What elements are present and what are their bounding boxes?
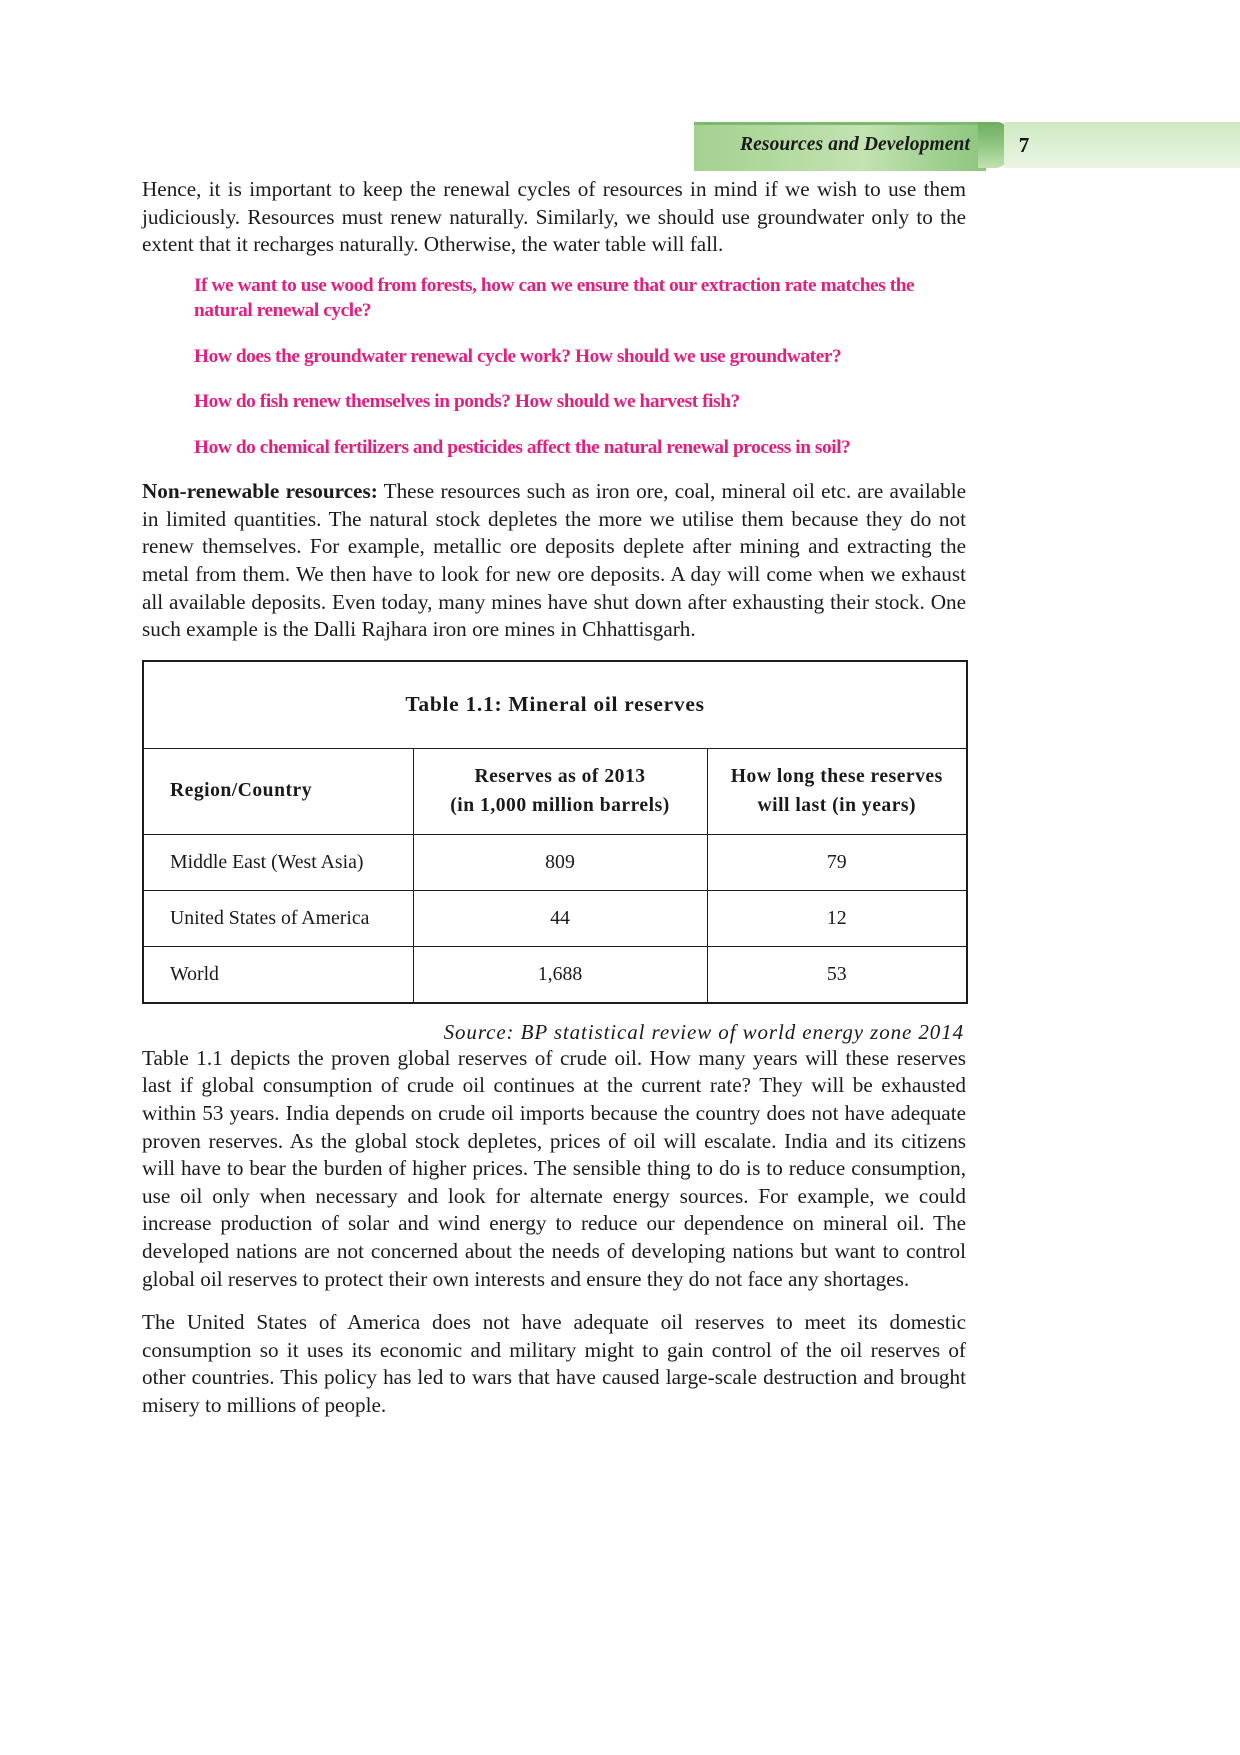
cell-years: 12 [707,890,967,946]
table-header-row [143,748,967,834]
running-header [694,122,1240,168]
mineral-oil-reserves-table [142,660,968,1004]
non-renewable-text: These resources such as iron ore, coal, mineral oil etc. are available in limited quantities. The natural stock depletes the more we utilise them because they do not renew themselves. For example, metallic ore deposits deplete after mining and extracting the metal from them. We then have to look for new ore deposits. A day will come when we exhaust all available deposits. Even today, many mines have shut down after exhausting their stock. One such example is the Dalli Rajhara iron ore mines in Chhattisgarh. [142,479,966,642]
non-renewable-paragraph [142,478,966,644]
intro-paragraph: Hence, it is important to keep the renewal cycles of resources in mind if we wish to use them judiciously. Resources must renew naturally. Similarly, we should use groundwater only to the extent that it recharges naturally. Otherwise, the water table will fall. [142,177,966,257]
column-header-duration [707,748,967,834]
page-content [142,176,966,1436]
mineral-oil-table-wrapper [142,660,966,1045]
question-item: How does the groundwater renewal cycle work? How should we use groundwater? [194,345,842,367]
cell-reserves: 1,688 [413,946,707,1003]
column-header-reserves-line2: (in 1,000 million barrels) [450,794,670,816]
table-row [143,834,967,890]
question-item: How do chemical fertilizers and pesticides affect the natural renewal process in soil? [194,436,851,458]
cell-region: United States of America [143,890,413,946]
non-renewable-lead: Non-renewable resources: [142,479,378,504]
reflection-questions [142,273,966,461]
question-item: If we want to use wood from forests, how can we ensure that our extraction rate matches the natural renewal cycle? [194,274,915,322]
question-item: How do fish renew themselves in ponds? How should we harvest fish? [194,391,740,413]
cell-reserves: 809 [413,834,707,890]
column-header-duration-line1: How long these reserves [730,765,943,787]
chapter-title: Resources and Development [740,134,970,155]
column-header-region: Region/Country [143,748,413,834]
cell-years: 79 [707,834,967,890]
table-title-row [143,661,967,749]
after-table-paragraph: Table 1.1 depicts the proven global reserves of crude oil. How many years will these reserves last if global consumption of crude oil continues at the current rate? They will be exhausted within 53 years. India depends on crude oil imports because the country does not have adequate proven reserves. As the global stock depletes, prices of oil will escalate. India and its citizens will have to bear the burden of higher prices. The sensible thing to do is to reduce consumption, use oil only when necessary and look for alternate energy sources. For example, we could increase production of solar and wind energy to reduce our dependence on mineral oil. The developed nations are not concerned about the needs of developing nations but want to control global oil reserves to protect their own interests and ensure they do not face any shortages. [142,1045,966,1291]
cell-region: World [143,946,413,1003]
table-title: Table 1.1: Mineral oil reserves [143,661,967,749]
cell-years: 53 [707,946,967,1003]
page-number: 7 [1018,133,1030,157]
column-header-duration-line2: will last (in years) [757,794,917,816]
cell-reserves: 44 [413,890,707,946]
table-row [143,946,967,1003]
table-source: Source: BP statistical review of world energy zone 2014 [443,1019,964,1044]
table-row [143,890,967,946]
cell-region: Middle East (West Asia) [143,834,413,890]
column-header-reserves [413,748,707,834]
final-paragraph: The United States of America does not have adequate oil reserves to meet its domestic consumption so it uses its economic and military might to gain control of the oil reserves of other countries. This policy has led to wars that have caused large-scale destruction and brought misery to millions of people. [142,1310,966,1417]
column-header-reserves-line1: Reserves as of 2013 [474,765,646,787]
